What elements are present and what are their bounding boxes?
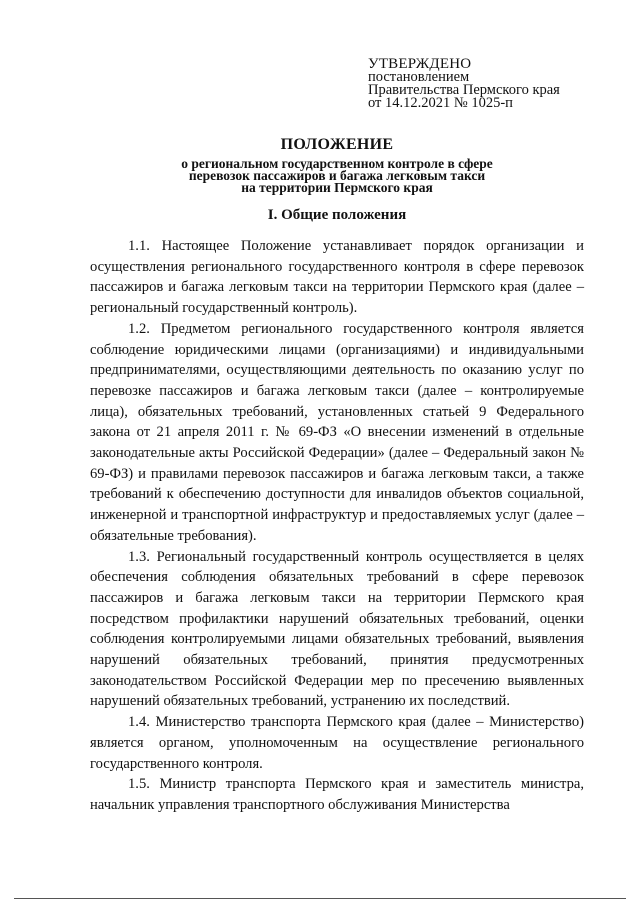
approval-stamp [368, 58, 618, 110]
approval-stamp-title: УТВЕРЖДЕНО [368, 56, 472, 72]
approval-line-3: от 14.12.2021 № 1025-п [368, 95, 513, 111]
document-heading [90, 136, 584, 194]
paragraph-1-3: 1.3. Региональный государственный контроль осуществляется в целях обеспечения соблюдения обязательных требований в сфере перевозок пассажиров и багажа легковым такси на территории Пермского края посредством профилактики нарушений обязательных требований, оценки соблюдения контролируемыми лицами обязательных требований, выявления нарушений обязательных требований, принятия предусмотренных законодательством Российской Федерации мер по пресечению выявленных нарушений обязательных требований, устранению их последствий. [90, 548, 584, 710]
document-body [90, 236, 584, 816]
approval-line-1: постановлением [368, 69, 470, 85]
paragraph-1-1: 1.1. Настоящее Положение устанавливает порядок организации и осуществления регионального государственного контроля в сфере перевозок пассажиров и багажа легковым такси на территории Пермского края (далее – региональный государственный контроль). [90, 238, 584, 317]
document-subtitle-line-3: на территории Пермского края [241, 180, 433, 195]
document-subtitle [90, 158, 584, 194]
document-subtitle-line-2: перевозок пассажиров и багажа легковым такси [188, 168, 486, 183]
document-subtitle-line-1: о региональном государственном контроле в сфере [181, 156, 493, 171]
paragraph-1-2: 1.2. Предметом регионального государственного контроля является соблюдение юридическими лицами (организациями) и индивидуальными предпринимателями, осуществляющими деятельность по оказанию услуг по перевозке пассажиров и багажа легковым такси (далее – контролируемые лица), обязательных требований, установленных статьей 9 Федерального закона от 21 апреля 2011 г. № 69-ФЗ «О внесении изменений в отдельные законодательные акты Российской Федерации» (далее – Федеральный закон № 69-ФЗ) и правилами перевозок пассажиров и багажа легковым такси, а также требований к обеспечению доступности для инвалидов объектов социальной, инженерной и транспортной инфраструктур и предоставляемых услуг (далее – обязательные требования). [90, 320, 584, 544]
section-title: I. Общие положения [267, 207, 407, 223]
approval-line-2: Правительства Пермского края [368, 82, 560, 98]
paragraph-1-5: 1.5. Министр транспорта Пермского края и заместитель министра, начальник управления транспортного обслуживания Министерства [90, 776, 584, 813]
document-title: ПОЛОЖЕНИЕ [280, 136, 394, 153]
paragraph-1-4: 1.4. Министерство транспорта Пермского края (далее – Министерство) является органом, уполномоченным на осуществление регионального государственного контроля. [90, 714, 584, 772]
page-bottom-border [14, 898, 626, 899]
